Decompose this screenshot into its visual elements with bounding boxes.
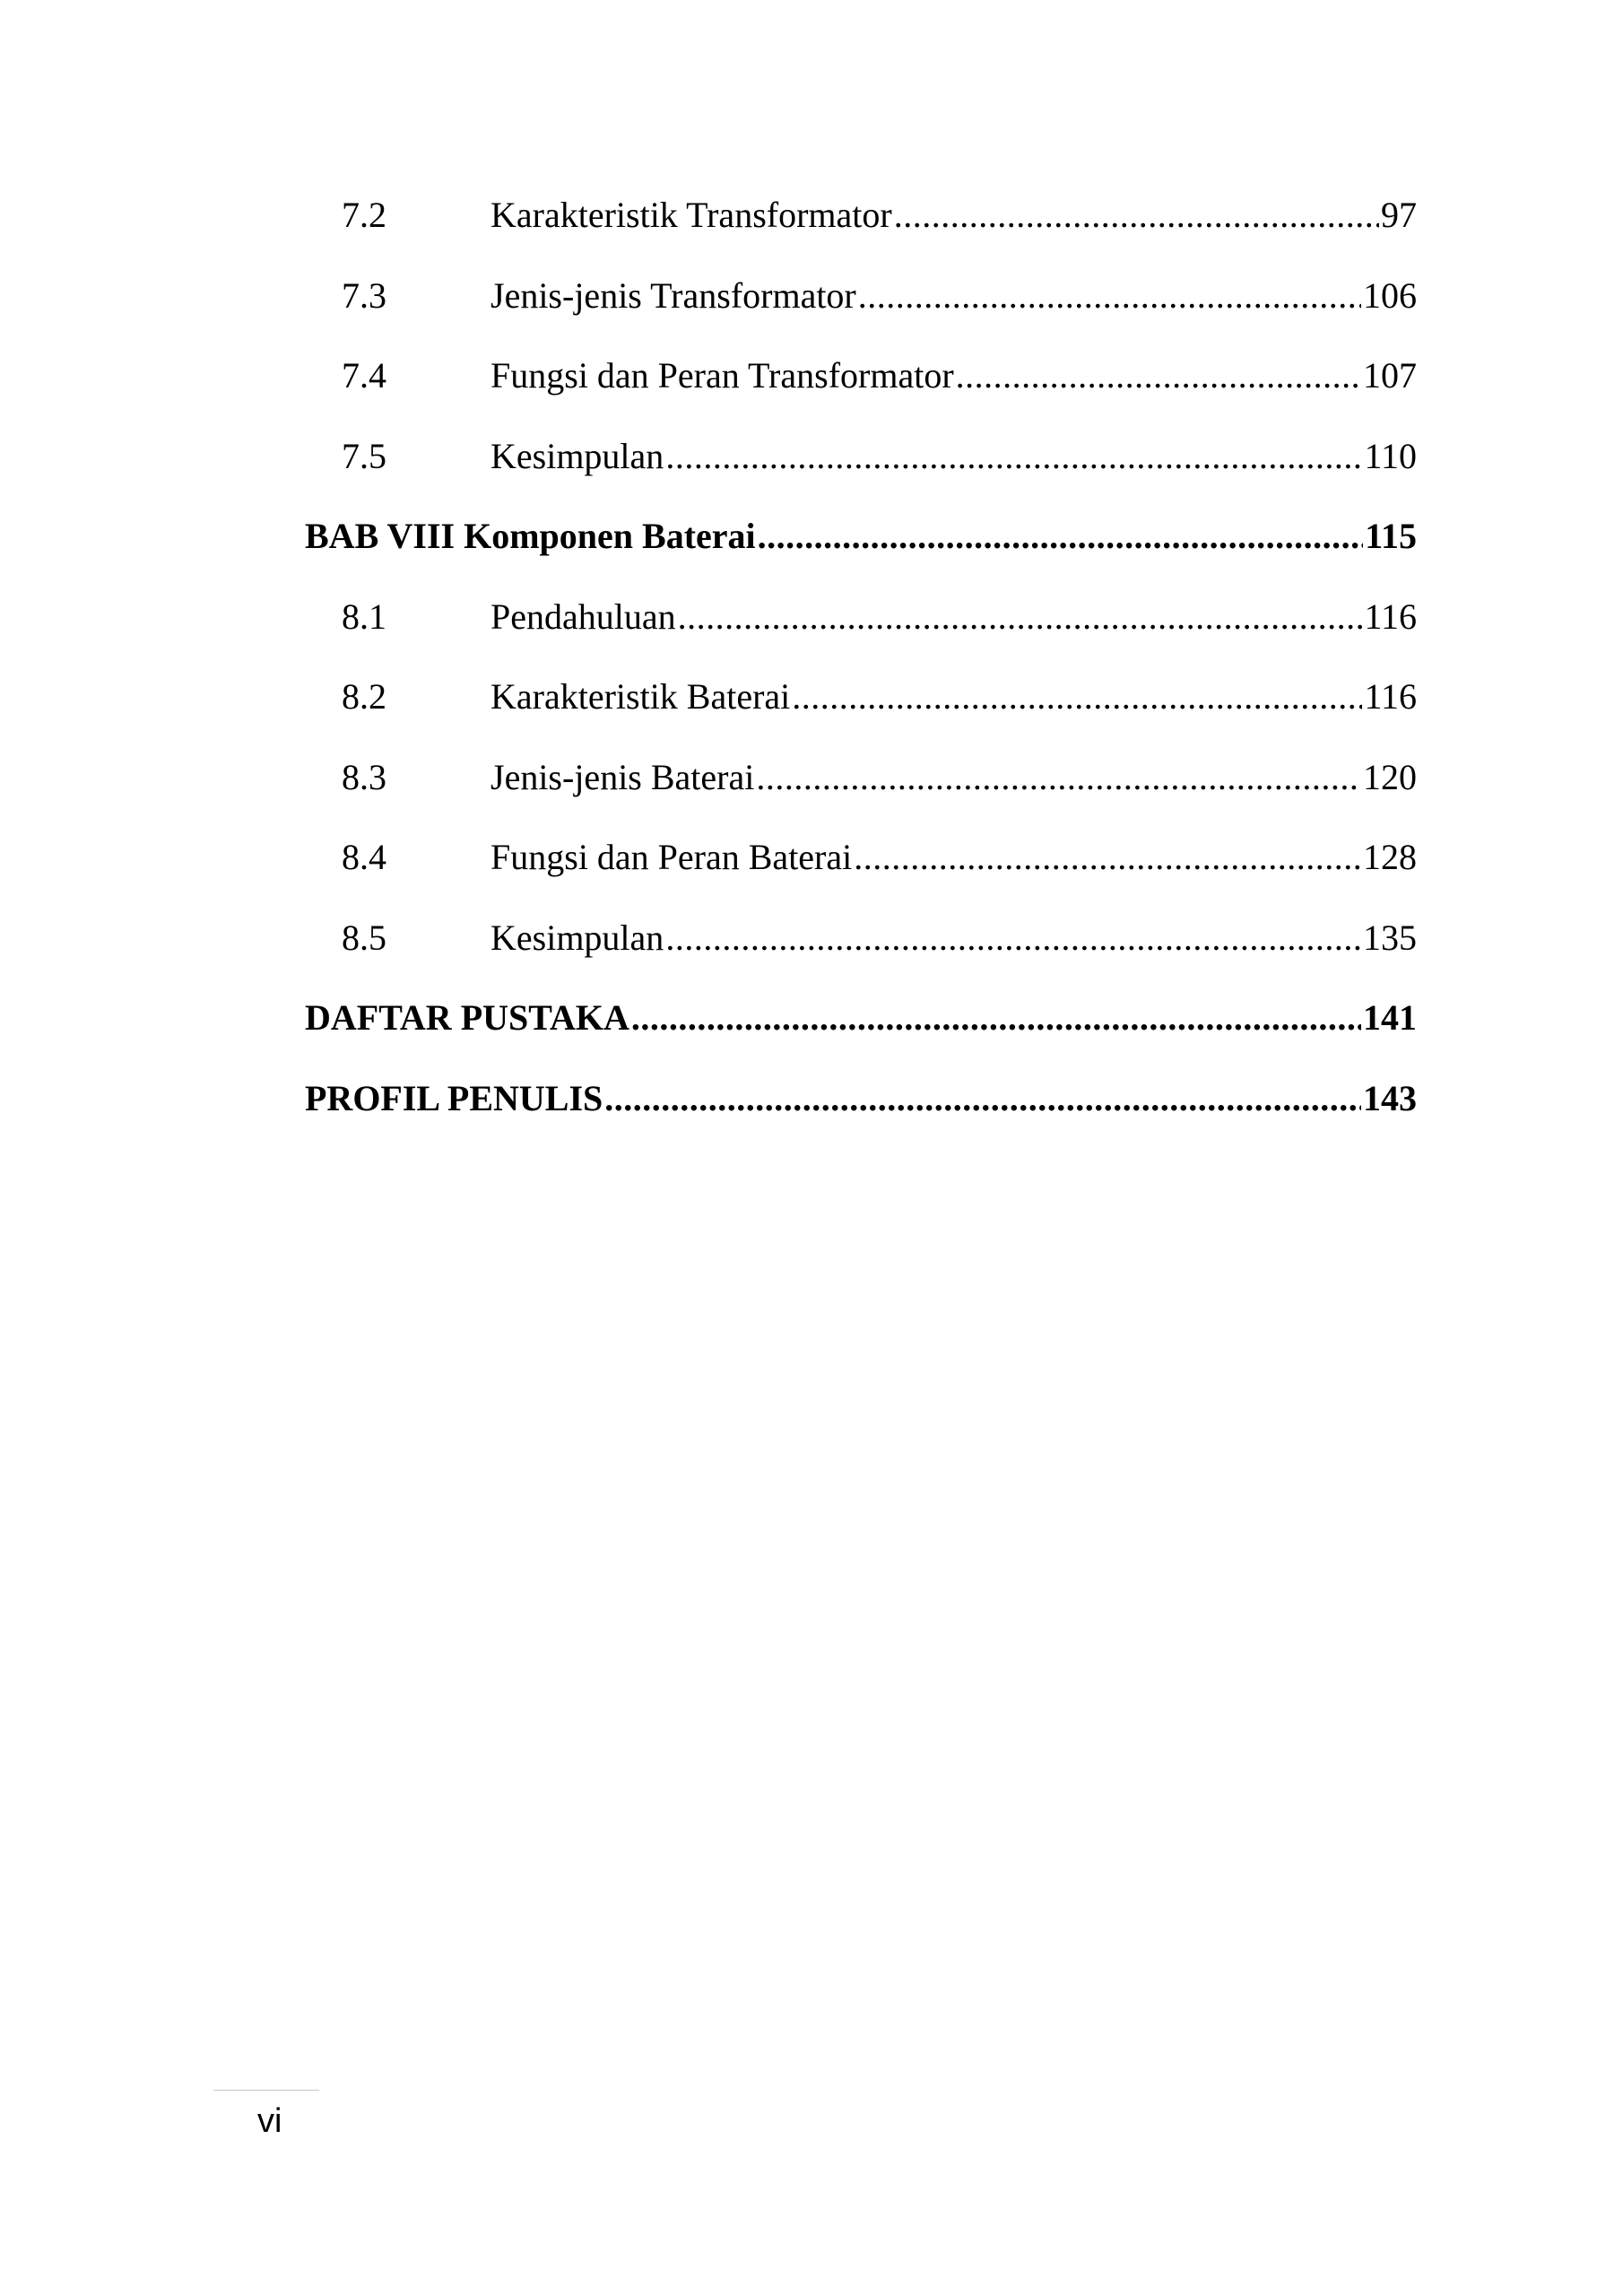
page-number: vi bbox=[257, 2102, 282, 2140]
toc-entry-8-4[interactable] bbox=[305, 835, 1417, 916]
dot-leader bbox=[604, 1076, 1361, 1121]
toc-entry-page: 116 bbox=[1364, 676, 1417, 717]
toc-entry-page: 110 bbox=[1364, 435, 1417, 476]
toc-entry-number: 8.1 bbox=[342, 596, 386, 637]
dot-leader bbox=[956, 353, 1361, 398]
toc-entry-title: Karakteristik Baterai bbox=[490, 676, 791, 717]
dot-leader bbox=[854, 835, 1361, 880]
toc-entry-page: 120 bbox=[1363, 756, 1417, 797]
toc-entry-number: 7.4 bbox=[342, 355, 386, 396]
toc-entry-7-3[interactable] bbox=[305, 274, 1417, 354]
toc-entry-number: 7.3 bbox=[342, 274, 386, 316]
toc-entry-page: 116 bbox=[1364, 596, 1417, 637]
toc-entry-title: Pendahuluan bbox=[490, 596, 676, 637]
toc-chapter-title: BAB VIII Komponen Baterai bbox=[305, 516, 756, 556]
dot-leader bbox=[894, 193, 1379, 238]
dot-leader bbox=[678, 595, 1363, 639]
toc-entry-page: 107 bbox=[1363, 355, 1417, 396]
toc-entry-number: 8.4 bbox=[342, 837, 386, 877]
dot-leader bbox=[665, 916, 1361, 961]
toc-chapter-page: 143 bbox=[1363, 1077, 1417, 1118]
dot-leader bbox=[756, 755, 1361, 800]
toc-entry-title: Jenis-jenis Baterai bbox=[490, 756, 755, 797]
toc-entry-title: Fungsi dan Peran Baterai bbox=[490, 837, 853, 877]
toc-entry-7-5[interactable] bbox=[305, 434, 1417, 515]
dot-leader bbox=[665, 434, 1362, 479]
toc-entry-title: Kesimpulan bbox=[490, 435, 664, 476]
dot-leader bbox=[631, 996, 1361, 1040]
toc-chapter-profil-penulis[interactable] bbox=[305, 1076, 1417, 1157]
toc-entry-page: 97 bbox=[1381, 195, 1417, 235]
dot-leader bbox=[758, 514, 1364, 559]
toc-chapter-page: 115 bbox=[1365, 516, 1417, 556]
toc-entry-number: 8.5 bbox=[342, 917, 386, 958]
toc-entry-number: 7.5 bbox=[342, 435, 386, 476]
toc-chapter-daftar-pustaka[interactable] bbox=[305, 996, 1417, 1076]
toc-chapter-title: PROFIL PENULIS bbox=[305, 1077, 603, 1118]
table-of-contents bbox=[305, 193, 1417, 1156]
toc-chapter-page: 141 bbox=[1363, 997, 1417, 1038]
toc-entry-page: 106 bbox=[1363, 274, 1417, 316]
toc-entry-page: 135 bbox=[1363, 917, 1417, 958]
toc-entry-page: 128 bbox=[1363, 837, 1417, 877]
toc-chapter-title: DAFTAR PUSTAKA bbox=[305, 997, 629, 1038]
toc-entry-8-2[interactable] bbox=[305, 674, 1417, 755]
toc-entry-7-2[interactable] bbox=[305, 193, 1417, 274]
dot-leader bbox=[858, 274, 1361, 318]
toc-entry-title: Fungsi dan Peran Transformator bbox=[490, 355, 954, 396]
toc-entry-7-4[interactable] bbox=[305, 353, 1417, 434]
toc-chapter-bab-viii[interactable] bbox=[305, 514, 1417, 595]
toc-entry-number: 8.2 bbox=[342, 676, 386, 717]
footer-rule bbox=[213, 2090, 319, 2091]
toc-entry-title: Jenis-jenis Transformator bbox=[490, 274, 856, 316]
toc-entry-8-1[interactable] bbox=[305, 595, 1417, 675]
dot-leader bbox=[792, 674, 1362, 719]
toc-entry-title: Kesimpulan bbox=[490, 917, 664, 958]
toc-entry-title: Karakteristik Transformator bbox=[490, 195, 892, 235]
toc-entry-number: 7.2 bbox=[342, 195, 386, 235]
toc-entry-8-3[interactable] bbox=[305, 755, 1417, 836]
toc-entry-8-5[interactable] bbox=[305, 916, 1417, 996]
toc-entry-number: 8.3 bbox=[342, 756, 386, 797]
